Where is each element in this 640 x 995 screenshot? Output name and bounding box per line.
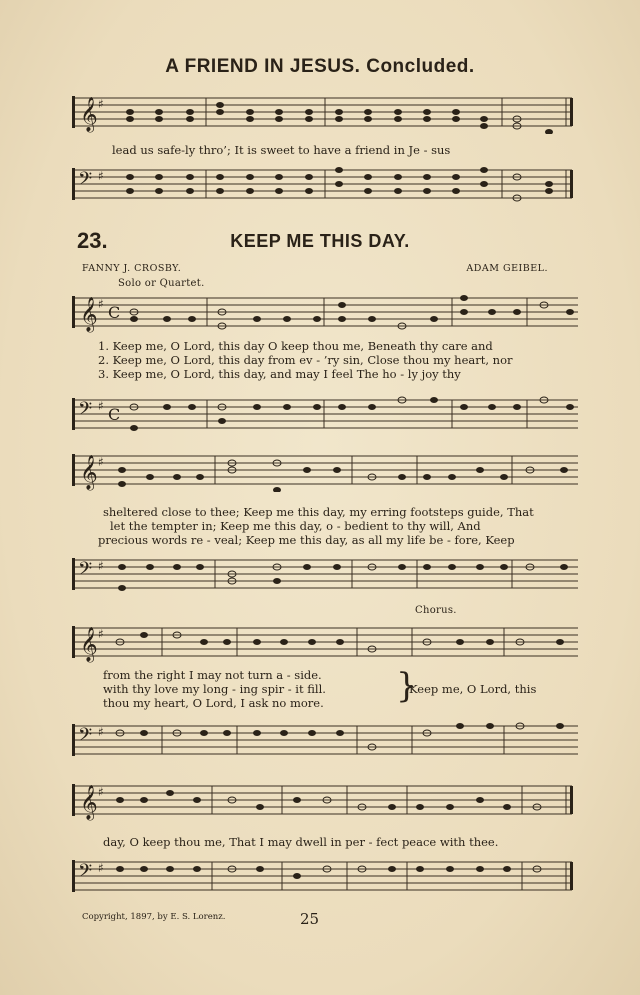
svg-text:𝄞: 𝄞 xyxy=(80,627,98,662)
lyric-verse-1: from the right I may not turn a - side. xyxy=(103,668,322,682)
treble-staff xyxy=(72,782,578,820)
svg-text:♯: ♯ xyxy=(98,169,104,183)
lyric-verse-1: sheltered close to thee; Keep me this day, my erring footsteps guide, That xyxy=(103,505,534,519)
svg-text:♯: ♯ xyxy=(98,627,104,641)
page-number: 25 xyxy=(300,910,320,928)
verse-brace: } xyxy=(396,666,418,706)
lyric-line: day, O keep thou me, That I may dwell in per - fect peace with thee. xyxy=(103,835,499,849)
svg-text:𝄢: 𝄢 xyxy=(78,559,93,584)
svg-text:𝄞: 𝄞 xyxy=(80,97,98,132)
bass-staff xyxy=(72,396,578,424)
copyright-notice: Copyright, 1897, by E. S. Lorenz. xyxy=(82,912,226,922)
bass-staff xyxy=(72,722,578,750)
lyric-verse-2: 2. Keep me, O Lord, this day from ev - ’ry sin, Close thou my heart, nor xyxy=(98,353,513,367)
treble-staff xyxy=(72,452,578,490)
words-credit: FANNY J. CROSBY. xyxy=(82,263,182,274)
bass-staff xyxy=(72,858,578,886)
svg-text:♯: ♯ xyxy=(98,399,104,413)
lyric-verse-3: precious words re - veal; Keep me this day, as all my life be - fore, Keep xyxy=(98,533,515,547)
lyric-verse-2: let the tempter in; Keep me this day, o - bedient to thy will, And xyxy=(110,519,481,533)
hymn-number: 23. xyxy=(77,228,108,253)
svg-text:𝄢: 𝄢 xyxy=(78,725,93,750)
svg-text:C: C xyxy=(108,303,121,322)
svg-text:𝄞: 𝄞 xyxy=(80,455,98,490)
svg-text:♯: ♯ xyxy=(98,725,104,739)
svg-text:♯: ♯ xyxy=(98,785,104,799)
treble-staff xyxy=(72,624,578,662)
svg-text:♯: ♯ xyxy=(98,559,104,573)
svg-text:♯: ♯ xyxy=(98,297,104,311)
lyric-line: lead us safe-ly thro’; It is sweet to have a friend in Je - sus xyxy=(112,143,451,157)
chorus-lyric: Keep me, O Lord, this xyxy=(409,682,537,696)
treble-staff xyxy=(72,94,578,132)
svg-text:𝄢: 𝄢 xyxy=(78,169,93,194)
svg-text:𝄢: 𝄢 xyxy=(78,861,93,886)
music-credit: ADAM GEIBEL. xyxy=(466,263,548,274)
svg-text:𝄞: 𝄞 xyxy=(80,785,98,820)
bass-staff xyxy=(72,166,578,194)
performance-note: Solo or Quartet. xyxy=(118,278,205,289)
svg-text:𝄢: 𝄢 xyxy=(78,399,93,424)
svg-text:♯: ♯ xyxy=(98,455,104,469)
svg-text:𝄞: 𝄞 xyxy=(80,297,98,332)
page-title: A FRIEND IN JESUS. Concluded. xyxy=(165,56,475,77)
svg-text:♯: ♯ xyxy=(98,861,104,875)
lyric-verse-1: 1. Keep me, O Lord, this day O keep thou me, Beneath thy care and xyxy=(98,339,493,353)
treble-staff xyxy=(72,294,578,332)
chorus-label: Chorus. xyxy=(415,605,457,616)
lyric-verse-2: with thy love my long - ing spir - it fill. xyxy=(103,682,326,696)
lyric-verse-3: thou my heart, O Lord, I ask no more. xyxy=(103,696,324,710)
svg-text:♯: ♯ xyxy=(98,97,104,111)
bass-staff xyxy=(72,556,578,584)
lyric-verse-3: 3. Keep me, O Lord, this day, and may I feel The ho - ly joy thy xyxy=(98,367,461,381)
hymn-title: KEEP ME THIS DAY. xyxy=(230,231,410,251)
svg-text:C: C xyxy=(108,405,121,424)
